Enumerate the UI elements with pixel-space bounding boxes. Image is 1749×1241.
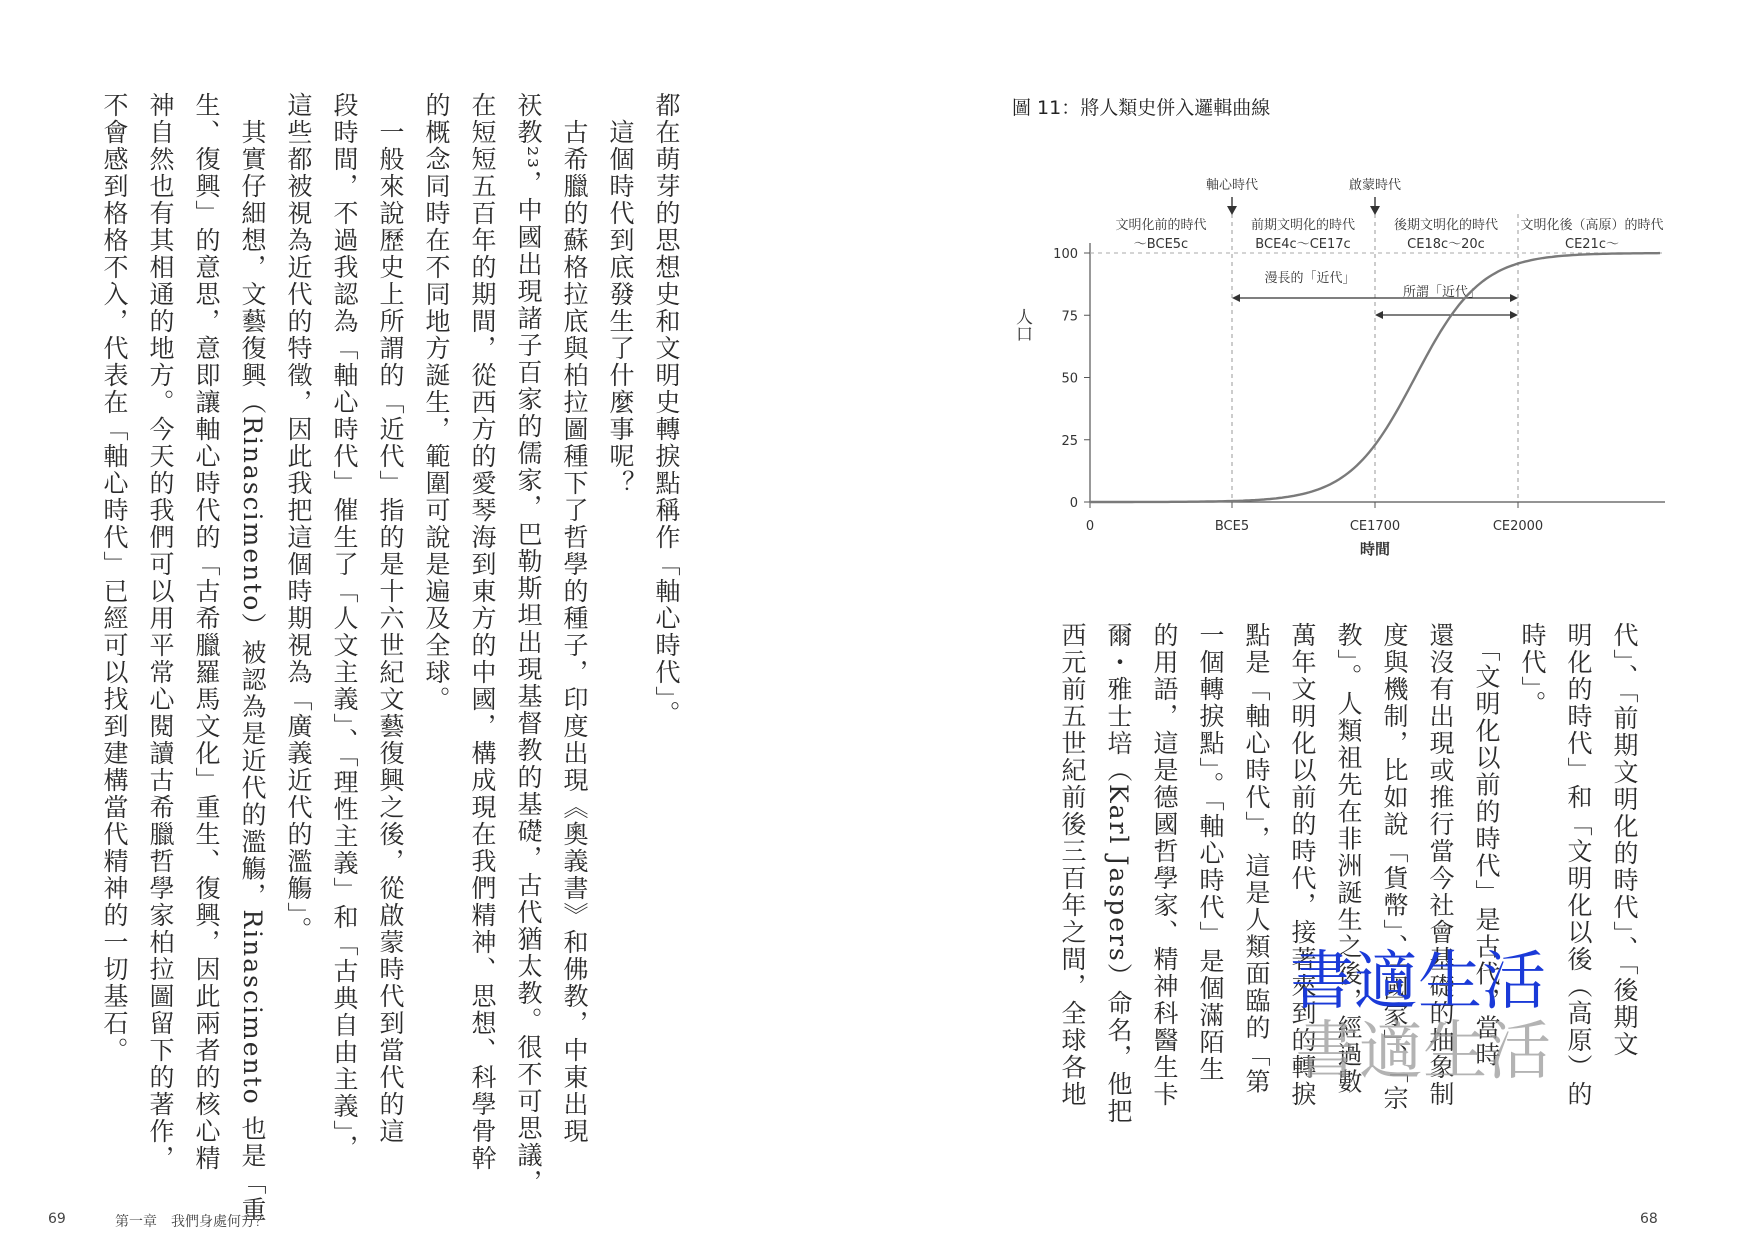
y-tick-label: 100	[1053, 247, 1078, 262]
period-label: 後期文明化的時代	[1393, 218, 1499, 233]
text-column: 教」。人類祖先在非洲誕生之後，經過數	[1334, 622, 1363, 1096]
range-label: 漫長的「近代」	[1264, 271, 1356, 286]
period-label: 前期文明化的時代	[1250, 218, 1356, 233]
text-column: 西元前五世紀前後三百年之間，全球各地	[1058, 622, 1087, 1108]
running-head: 第一章 我們身處何方？	[115, 1214, 269, 1230]
marker-arrow	[1227, 206, 1237, 215]
period-sublabel: ～BCE5c	[1133, 237, 1189, 252]
text-column: 這個時代到底發生了什麼事呢？	[606, 92, 635, 497]
text-column: 時代」。	[1518, 622, 1547, 718]
text-column: 的概念同時在不同地方誕生，範圍可說是遍及全球。	[422, 92, 451, 713]
y-tick-label: 75	[1061, 309, 1078, 325]
marker-arrow	[1370, 206, 1380, 215]
period-sublabel: CE21c～	[1565, 237, 1619, 252]
watermark-logo: 書適生活	[1290, 945, 1546, 1019]
x-tick-label: 0	[1085, 519, 1095, 534]
x-axis-title: 時間	[1359, 540, 1391, 558]
text-column: 還沒有出現或推行當今社會基礎的抽象制	[1426, 622, 1455, 1108]
range-so-called-arrow-left	[1375, 311, 1383, 319]
text-column: 明化的時代」和「文明化以後（高原）的	[1564, 622, 1593, 1108]
text-column: 都在萌芽的思想史和文明史轉捩點稱作「軸心時代」。	[652, 92, 681, 728]
range-so-called-arrow-right	[1510, 311, 1518, 319]
text-column: 一般來說歷史上所謂的「近代」指的是十六世紀文藝復興之後，從啟蒙時代到當代的這	[376, 92, 405, 1145]
watermark-shadow: 書適生活	[1295, 1015, 1551, 1089]
x-tick-label: CE2000	[1492, 519, 1544, 534]
period-label: 文明化後（高原）的時代	[1520, 218, 1664, 233]
range-label: 所謂「近代」	[1402, 285, 1482, 300]
text-column: 古希臘的蘇格拉底與柏拉圖種下了哲學的種子，印度出現《奧義書》和佛教，中東出現	[560, 92, 589, 1145]
page-number-left: 69	[48, 1211, 66, 1227]
x-tick-label: CE1700	[1349, 519, 1401, 534]
text-column: 爾・雅士培（Karl Jaspers）命名，他把	[1104, 622, 1133, 1125]
figure-title: 圖 11：將人類史併入邏輯曲線	[1012, 97, 1271, 119]
text-column: 的用語，這是德國哲學家、精神科醫生卡	[1150, 622, 1179, 1108]
text-column: 段時間，不過我認為「軸心時代」催生了「人文主義」、「理性主義」和「古典自由主義」，	[330, 92, 359, 1162]
text-column: 一個轉捩點」。「軸心時代」是個滿陌生	[1196, 622, 1225, 1083]
text-column: 這些都被視為近代的特徵，因此我把這個時期視為「廣義近代的濫觴」。	[284, 92, 313, 944]
y-tick-label: 0	[1069, 496, 1078, 511]
page-number-right: 68	[1640, 1211, 1658, 1227]
text-column: 代」、「前期文明化的時代」、「後期文	[1610, 622, 1639, 1058]
range-long-arrow-left	[1232, 294, 1240, 302]
period-sublabel: CE18c～20c	[1407, 237, 1485, 252]
text-column: 點是「軸心時代」，這是人類面臨的「第	[1242, 622, 1271, 1096]
range-long-arrow-right	[1510, 294, 1518, 302]
marker-label: 啟蒙時代	[1348, 178, 1402, 193]
text-column: 在短短五百年的期間，從西方的愛琴海到東方的中國，構成現在我們精神、思想、科學骨幹	[468, 92, 497, 1172]
y-axis-title: 人口	[1012, 308, 1032, 342]
text-column: 度與機制，比如說「貨幣」、「國家」、「宗	[1380, 622, 1409, 1112]
x-tick-label: BCE5	[1214, 519, 1250, 534]
y-tick-label: 50	[1061, 371, 1078, 387]
period-label: 文明化前的時代	[1115, 218, 1207, 233]
text-column: 其實仔細想，文藝復興（Rinascimento）被認為是近代的濫觴，Rinascimento 也是「重	[238, 92, 267, 1224]
text-column: 生、復興」的意思，意即讓軸心時代的「古希臘羅馬文化」重生、復興，因此兩者的核心精	[192, 92, 221, 1172]
text-column: 神自然也有其相通的地方。今天的我們可以用平常心閱讀古希臘哲學家柏拉圖留下的著作，	[146, 92, 175, 1172]
text-column: 不會感到格格不入，代表在「軸心時代」已經可以找到建構當代精神的一切基石。	[100, 92, 129, 1064]
marker-label: 軸心時代	[1205, 178, 1259, 193]
period-sublabel: BCE4c～CE17c	[1255, 237, 1351, 252]
y-tick-label: 25	[1061, 433, 1078, 449]
text-column: 祆教²³，中國出現諸子百家的儒家，巴勒斯坦出現基督教的基礎，古代猶太教。很不可思議，	[514, 92, 543, 1197]
text-column: 萬年文明化以前的時代，接著來到的轉捩	[1288, 622, 1317, 1108]
logistic-curve-chart	[1000, 170, 1670, 570]
text-column: 「文明化以前的時代」是古代，當時	[1472, 622, 1501, 1069]
